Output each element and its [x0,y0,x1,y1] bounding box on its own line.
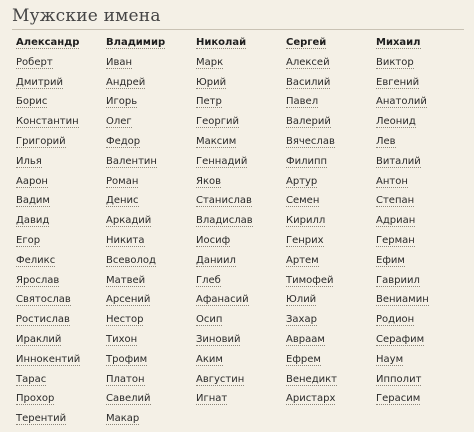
name-link[interactable] [196,350,286,370]
name-link[interactable] [196,191,286,211]
name-label: Святослав [16,294,71,306]
name-link[interactable] [286,231,376,251]
name-label: Игорь [106,96,138,108]
name-label: Адриан [376,215,416,227]
name-label: Валерий [286,116,331,128]
name-link[interactable] [376,271,466,291]
name-column [16,33,106,429]
name-label: Ефрем [286,353,321,365]
name-label: Трофим [106,353,148,365]
name-label: Иосиф [196,234,231,246]
name-link[interactable] [196,53,286,73]
name-label: Евгений [376,76,420,88]
name-label: Аристарх [286,393,336,405]
name-label: Захар [286,314,317,326]
name-label: Кирилл [286,215,326,227]
name-link[interactable] [376,290,466,310]
name-label: Наум [376,353,404,365]
title-divider [12,29,464,30]
name-link[interactable] [106,310,196,330]
name-link[interactable] [16,231,106,251]
name-label: Анатолий [376,96,427,108]
name-label: Никита [106,234,145,246]
name-link[interactable] [286,92,376,112]
name-label: Юрий [196,76,227,88]
name-link[interactable] [16,211,106,231]
name-label: Августин [196,373,245,385]
name-label: Аарон [16,175,48,187]
name-label: Терентий [16,413,67,425]
name-link[interactable] [376,370,466,390]
name-link[interactable] [376,389,466,409]
name-link[interactable] [16,191,106,211]
name-label: Афанасий [196,294,249,306]
name-link[interactable] [376,172,466,192]
name-label: Венедикт [286,373,337,385]
name-label: Вениамин [376,294,429,306]
name-label: Семен [286,195,320,207]
column-header-label: Николай [196,37,247,48]
name-link[interactable] [286,132,376,152]
name-label: Григорий [16,135,66,147]
name-link[interactable] [286,271,376,291]
name-label: Ираклий [16,333,62,345]
name-label: Иннокентий [16,353,81,365]
name-link[interactable] [106,389,196,409]
name-label: Тихон [106,333,138,345]
name-label: Олег [106,116,132,128]
name-link[interactable] [376,92,466,112]
name-label: Роман [106,175,139,187]
name-label: Виктор [376,56,414,68]
name-label: Юлий [286,294,317,306]
name-link[interactable] [16,73,106,93]
name-label: Валентин [106,155,157,167]
column-header-label: Михаил [376,37,421,48]
name-link[interactable] [196,152,286,172]
name-label: Герасим [376,393,421,405]
name-link[interactable] [286,73,376,93]
name-label: Генрих [286,234,324,246]
name-link[interactable] [286,152,376,172]
name-link[interactable] [106,92,196,112]
name-link[interactable] [16,112,106,132]
name-link[interactable] [106,53,196,73]
name-link[interactable] [16,330,106,350]
name-label: Яков [196,175,221,187]
name-label: Зиновий [196,333,241,345]
name-link[interactable] [286,350,376,370]
name-label: Макар [106,413,140,425]
name-link[interactable] [106,152,196,172]
name-label: Платон [106,373,145,385]
name-link[interactable] [16,290,106,310]
name-link[interactable] [196,132,286,152]
name-link[interactable] [376,112,466,132]
name-link[interactable] [196,112,286,132]
name-label: Ипполит [376,373,422,385]
name-column [376,33,466,429]
name-link[interactable] [286,251,376,271]
name-link[interactable] [376,53,466,73]
name-link[interactable] [16,350,106,370]
name-link[interactable] [16,370,106,390]
name-link[interactable] [106,251,196,271]
name-label: Виталий [376,155,421,167]
page-title: Мужские имена [12,6,161,26]
column-header-label: Александр [16,37,80,48]
name-label: Прохор [16,393,55,405]
name-link[interactable] [16,92,106,112]
name-link[interactable] [286,310,376,330]
name-label: Матвей [106,274,146,286]
name-link[interactable] [106,290,196,310]
name-link[interactable] [286,112,376,132]
name-label: Герман [376,234,415,246]
name-label: Аким [196,353,223,365]
name-column [196,33,286,429]
name-label: Артур [286,175,318,187]
name-label: Ярослав [16,274,60,286]
name-label: Давид [16,215,50,227]
name-link[interactable] [376,132,466,152]
name-link[interactable] [106,211,196,231]
name-link[interactable] [106,231,196,251]
name-link[interactable] [196,251,286,271]
name-link[interactable] [16,251,106,271]
name-link[interactable] [196,211,286,231]
name-link[interactable] [196,271,286,291]
name-link[interactable] [106,370,196,390]
name-label: Владислав [196,215,253,227]
column-header-link[interactable] [376,33,466,53]
column-header-link[interactable] [286,33,376,53]
column-header-label: Сергей [286,37,327,48]
name-label: Антон [376,175,408,187]
name-link[interactable] [196,330,286,350]
name-label: Иван [106,56,133,68]
name-link[interactable] [196,290,286,310]
name-link[interactable] [106,132,196,152]
name-label: Даниил [196,254,236,266]
name-link[interactable] [286,211,376,231]
name-link[interactable] [106,409,196,429]
name-link[interactable] [106,350,196,370]
name-link[interactable] [106,73,196,93]
name-link[interactable] [16,152,106,172]
name-label: Константин [16,116,79,128]
name-label: Авраам [286,333,325,345]
name-label: Лев [376,135,396,147]
name-link[interactable] [106,191,196,211]
name-label: Савелий [106,393,151,405]
name-link[interactable] [106,172,196,192]
name-label: Игнат [196,393,228,405]
name-label: Павел [286,96,319,108]
name-label: Ростислав [16,314,70,326]
name-label: Серафим [376,333,425,345]
name-link[interactable] [16,53,106,73]
name-link[interactable] [376,211,466,231]
name-label: Петр [196,96,222,108]
column-header-link[interactable] [16,33,106,53]
name-link[interactable] [106,330,196,350]
name-label: Василий [286,76,331,88]
name-link[interactable] [376,350,466,370]
name-label: Илья [16,155,42,167]
name-link[interactable] [286,370,376,390]
name-label: Вячеслав [286,135,335,147]
name-label: Осип [196,314,223,326]
name-label: Тарас [16,373,47,385]
name-link[interactable] [286,330,376,350]
name-label: Геннадий [196,155,248,167]
name-label: Борис [16,96,48,108]
name-link[interactable] [196,389,286,409]
name-label: Роберт [16,56,53,68]
name-label: Алексей [286,56,330,68]
name-link[interactable] [376,73,466,93]
name-label: Андрей [106,76,146,88]
column-header-link[interactable] [196,33,286,53]
name-label: Арсений [106,294,151,306]
name-column [106,33,196,429]
name-label: Федор [106,135,141,147]
name-label: Степан [376,195,415,207]
name-column [286,33,376,429]
name-link[interactable] [196,92,286,112]
name-link[interactable] [286,53,376,73]
name-label: Глеб [196,274,221,286]
name-link[interactable] [286,172,376,192]
name-link[interactable] [16,310,106,330]
name-link[interactable] [376,152,466,172]
name-label: Дмитрий [16,76,64,88]
name-label: Нестор [106,314,144,326]
name-link[interactable] [106,271,196,291]
names-grid [16,33,466,429]
column-header-link[interactable] [106,33,196,53]
name-label: Георгий [196,116,239,128]
name-link[interactable] [286,191,376,211]
name-link[interactable] [16,409,106,429]
name-label: Филипп [286,155,328,167]
name-label: Марк [196,56,224,68]
name-link[interactable] [106,112,196,132]
name-label: Родион [376,314,415,326]
name-link[interactable] [16,172,106,192]
name-label: Станислав [196,195,252,207]
name-link[interactable] [376,310,466,330]
name-link[interactable] [376,330,466,350]
name-link[interactable] [376,231,466,251]
name-link[interactable] [286,389,376,409]
name-label: Максим [196,135,237,147]
name-label: Аркадий [106,215,152,227]
name-label: Тимофей [286,274,334,286]
name-link[interactable] [196,310,286,330]
name-label: Всеволод [106,254,156,266]
name-link[interactable] [16,132,106,152]
name-link[interactable] [196,73,286,93]
name-link[interactable] [196,231,286,251]
name-label: Артем [286,254,319,266]
name-link[interactable] [196,172,286,192]
name-label: Гавриил [376,274,420,286]
name-label: Денис [106,195,139,207]
name-label: Вадим [16,195,50,207]
name-link[interactable] [286,290,376,310]
name-label: Ефим [376,254,405,266]
column-header-label: Владимир [106,37,166,48]
name-link[interactable] [16,271,106,291]
name-label: Леонид [376,116,416,128]
name-label: Егор [16,234,41,246]
name-link[interactable] [376,191,466,211]
name-link[interactable] [376,251,466,271]
name-link[interactable] [196,370,286,390]
name-link[interactable] [16,389,106,409]
name-label: Феликс [16,254,56,266]
